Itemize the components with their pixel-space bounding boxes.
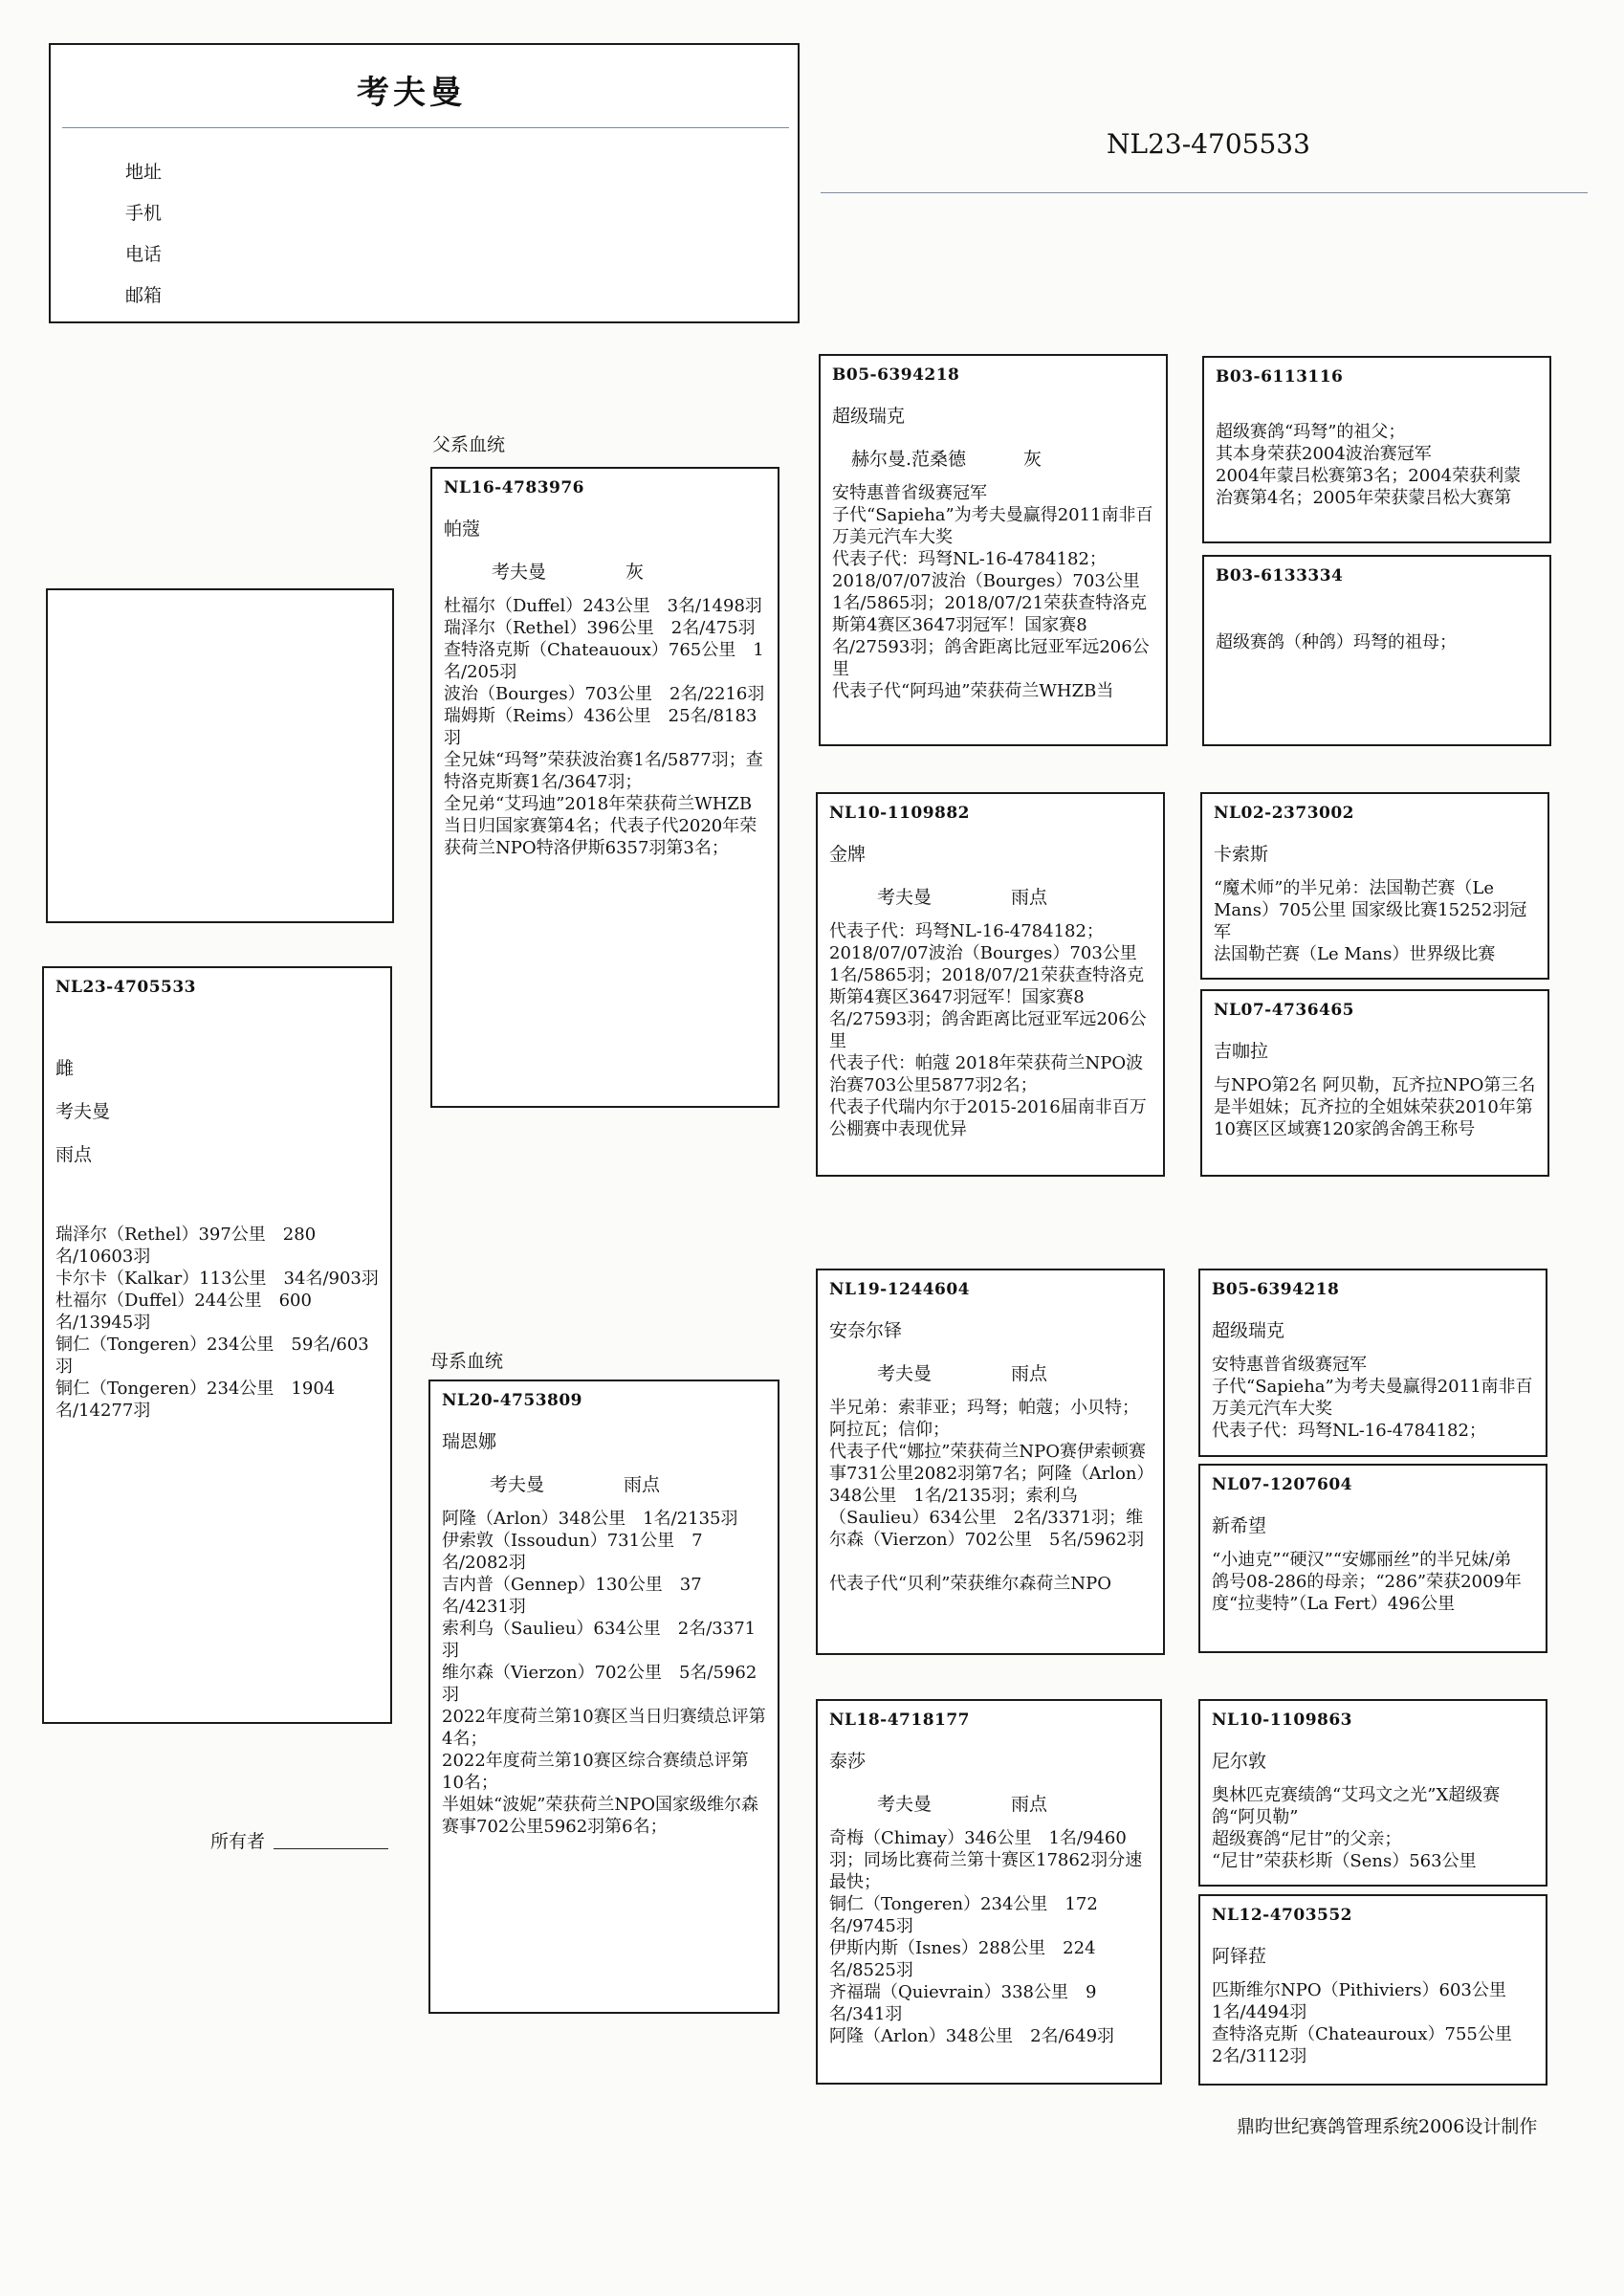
sire-dam-breeder-color [829, 883, 1152, 909]
dam-sire-breeder: 考夫曼 [877, 1363, 933, 1384]
ddd-results: 匹斯维尔NPO（Pithiviers）603公里 1名/4494羽 查特洛克斯（Chateauroux）755公里 2名/3112羽 [1212, 1980, 1512, 2066]
dds-box [1198, 1699, 1547, 1887]
sds-box [1200, 792, 1549, 980]
field-email-label: 邮箱 [125, 285, 163, 306]
dam-dam-box [816, 1699, 1162, 2085]
dds-ring: NL10-1109863 [1212, 1711, 1353, 1730]
dam-sire-ring: NL19-1244604 [829, 1280, 971, 1299]
sire-dam-color: 雨点 [1011, 887, 1048, 908]
sire-dam-ring: NL10-1109882 [829, 804, 971, 823]
ssd-results: 超级赛鸽（种鸽）玛弩的祖母； [1216, 632, 1457, 652]
dsd-results: “小迪克”“硬汉”“安娜丽丝”的半兄妹/弟 鸽号08-286的母亲；“286”荣获2009年度“拉斐特”（La Fert）496公里 [1212, 1550, 1522, 1614]
sire-breeder-color [444, 558, 766, 584]
sdd-box [1200, 989, 1549, 1177]
sire-sire-breeder-color [832, 445, 1154, 471]
sss-results: 超级赛鸽“玛弩”的祖父； 其本身荣获2004波治赛冠军 2004年蒙吕松赛第3名；2004荣获利蒙治赛第4名；2005年荣获蒙吕松大赛第 [1216, 422, 1522, 508]
owner-signature-label: 所有者 [210, 1831, 266, 1852]
dam-sire-box [816, 1269, 1165, 1655]
sds-results: “魔术师”的半兄弟：法国勒芒赛（Le Mans）705公里 国家级比赛15252羽冠军 法国勒芒赛（Le Mans）世界级比赛 [1214, 878, 1527, 964]
dam-sire-breeder-color [829, 1359, 1152, 1385]
sdd-results: 与NPO第2名 阿贝勒，瓦齐拉NPO第三名是半姐妹；瓦齐拉的全姐妹荣获2010年第10赛区区域赛120家鸽舍鸽王称号 [1214, 1075, 1536, 1139]
photo-frame [46, 588, 394, 923]
ssd-ring: B03-6133334 [1216, 566, 1344, 585]
field-mobile-label: 手机 [125, 203, 163, 224]
dds-results: 奥林匹克赛绩鸽“艾玛文之光”X超级赛鸽“阿贝勒” 超级赛鸽“尼甘”的父亲； “尼甘”荣获杉斯（Sens）563公里 [1212, 1785, 1501, 1871]
dss-ring: B05-6394218 [1212, 1280, 1340, 1299]
field-address-label: 地址 [125, 162, 163, 183]
sdd-ring: NL07-4736465 [1214, 1001, 1355, 1020]
dam-ring: NL20-4753809 [442, 1391, 583, 1410]
dam-sire-name: 安奈尔铎 [829, 1320, 903, 1341]
sire-sire-results: 安特惠普省级赛冠军 子代“Sapieha”为考夫曼赢得2011南非百万美元汽车大奖 代表子代：玛弩NL-16-4784182； 2018/07/07波治（Bourges）703公里 1名/5865羽；2018/07/21荣获查特洛克斯第4赛区3647羽冠军！国家赛8名/27593羽；鸽舍距离比冠亚军远206公里 代表子代“阿玛迪”荣获荷兰WHZB当 [832, 483, 1153, 701]
sire-sire-box [819, 354, 1168, 746]
sds-name: 卡索斯 [1214, 844, 1269, 865]
dam-section-label: 母系血统 [430, 1351, 504, 1372]
dam-results: 阿隆（Arlon）348公里 1名/2135羽 伊索敦（Issoudun）731公里 7名/2082羽 吉内普（Gennep）130公里 37名/4231羽 索利乌（Saulieu）634公里 2名/3371羽 维尔森（Vierzon）702公里 5名/5962羽 2022年度荷兰第10赛区当日归赛绩总评第4名； 2022年度荷兰第10赛区综合赛绩总评第10名； 半姐妹“波妮”荣获荷兰NPO国家级维尔森赛事702公里5962羽第6名； [442, 1509, 766, 1837]
subject-pigeon-box [42, 966, 392, 1724]
sdd-name: 吉咖拉 [1214, 1041, 1269, 1062]
sire-sire-color: 灰 [1023, 449, 1042, 470]
sire-section-label: 父系血统 [432, 434, 506, 455]
sire-dam-breeder: 考夫曼 [877, 887, 933, 908]
dss-box [1198, 1269, 1547, 1457]
dsd-ring: NL07-1207604 [1212, 1475, 1353, 1494]
sss-ring: B03-6113116 [1216, 367, 1344, 386]
dam-sire-color: 雨点 [1011, 1363, 1048, 1384]
subject-results: 瑞泽尔（Rethel）397公里 280名/10603羽 卡尔卡（Kalkar）113公里 34名/903羽 杜福尔（Duffel）244公里 600名/13945羽 铜仁（Tongeren）234公里 59名/603羽 铜仁（Tongeren）234公里 1904名/14277羽 [55, 1225, 379, 1421]
ddd-name: 阿铎菈 [1212, 1946, 1267, 1967]
dss-results: 安特惠普省级赛冠军 子代“Sapieha”为考夫曼赢得2011南非百万美元汽车大奖 代表子代：玛弩NL-16-4784182； [1212, 1355, 1533, 1441]
sire-ring: NL16-4783976 [444, 478, 585, 497]
sire-dam-box [816, 792, 1165, 1177]
dsd-name: 新希望 [1212, 1515, 1267, 1536]
dam-dam-breeder: 考夫曼 [877, 1794, 933, 1815]
dam-sire-results: 半兄弟：索菲亚；玛弩；帕蔻；小贝特；阿拉瓦；信仰； 代表子代“娜拉”荣获荷兰NPO赛伊索顿赛事731公里2082羽第7名；阿隆（Arlon）348公里 1名/2135羽；索利乌（Saulieu）634公里 2名/3371羽；维尔森（Vierzon）702公里 5名/5962羽 代表子代“贝利”荣获维尔森荷兰NPO [829, 1398, 1147, 1594]
dss-name: 超级瑞克 [1212, 1320, 1285, 1341]
owner-header-box [49, 43, 800, 323]
dam-dam-ring: NL18-4718177 [829, 1711, 971, 1730]
sire-dam-results: 代表子代：玛弩NL-16-4784182； 2018/07/07波治（Bourges）703公里 1名/5865羽；2018/07/21荣获查特洛克斯第4赛区3647羽冠军！国家赛8名/27593羽；鸽舍距离比冠亚军远206公里 代表子代：帕蔻 2018年荣获荷兰NPO波治赛703公里5877羽2名； 代表子代瑞内尔于2015-2016届南非百万公棚赛中表现优异 [829, 921, 1147, 1139]
sire-box [430, 467, 779, 1108]
dam-dam-color: 雨点 [1011, 1794, 1048, 1815]
sire-dam-name: 金牌 [829, 844, 867, 865]
sire-name: 帕蔻 [444, 519, 481, 540]
subject-color: 雨点 [55, 1144, 93, 1165]
subject-ring: NL23-4705533 [55, 978, 197, 997]
ddd-box [1198, 1894, 1547, 2086]
header-ring-number: NL23-4705533 [1107, 128, 1310, 160]
dam-dam-name: 泰莎 [829, 1751, 867, 1772]
sire-sire-breeder: 赫尔曼.范桑德 [851, 449, 967, 470]
header-divider [62, 127, 789, 128]
dam-box [428, 1380, 779, 2014]
subject-breeder: 考夫曼 [55, 1101, 111, 1122]
footer-credit: 鼎昀世纪赛鸽管理系统2006设计制作 [1237, 2116, 1538, 2137]
dam-breeder: 考夫曼 [490, 1474, 545, 1495]
sss-box [1202, 356, 1551, 543]
sire-sire-name: 超级瑞克 [832, 406, 906, 427]
dam-name: 瑞恩娜 [442, 1431, 497, 1452]
owner-signature-line [274, 1848, 388, 1849]
ssd-box [1202, 555, 1551, 746]
subject-sex: 雌 [55, 1058, 75, 1079]
field-phone-label: 电话 [125, 244, 163, 265]
dam-dam-results: 奇梅（Chimay）346公里 1名/9460羽；同场比赛荷兰第十赛区17862羽分速最快； 铜仁（Tongeren）234公里 172名/9745羽 伊斯内斯（Isnes）288公里 224名/8525羽 齐福瑞（Quievrain）338公里 9名/341羽 阿隆（Arlon）348公里 2名/649羽 [829, 1828, 1143, 2046]
owner-name: 考夫曼 [357, 74, 466, 112]
sire-color: 灰 [625, 562, 645, 583]
dsd-box [1198, 1464, 1547, 1653]
sire-sire-ring: B05-6394218 [832, 365, 960, 385]
header-ring-underline [821, 192, 1588, 193]
sire-results: 杜福尔（Duffel）243公里 3名/1498羽 瑞泽尔（Rethel）396公里 2名/475羽 查特洛克斯（Chateauoux）765公里 1名/205羽 波治（Bourges）703公里 2名/2216羽 瑞姆斯（Reims）436公里 25名/8183羽 全兄妹“玛弩”荣获波治赛1名/5877羽；查特洛克斯赛1名/3647羽； 全兄弟“艾玛迪”2018年荣获荷兰WHZB当日归国家赛第4名；代表子代2020年荣获荷兰NPO特洛伊斯6357羽第3名； [444, 596, 765, 858]
dam-breeder-color [442, 1470, 766, 1496]
dam-color: 雨点 [624, 1474, 661, 1495]
dds-name: 尼尔敦 [1212, 1751, 1267, 1772]
ddd-ring: NL12-4703552 [1212, 1906, 1353, 1925]
sds-ring: NL02-2373002 [1214, 804, 1355, 823]
dam-dam-breeder-color [829, 1790, 1149, 1816]
sire-breeder: 考夫曼 [492, 562, 547, 583]
